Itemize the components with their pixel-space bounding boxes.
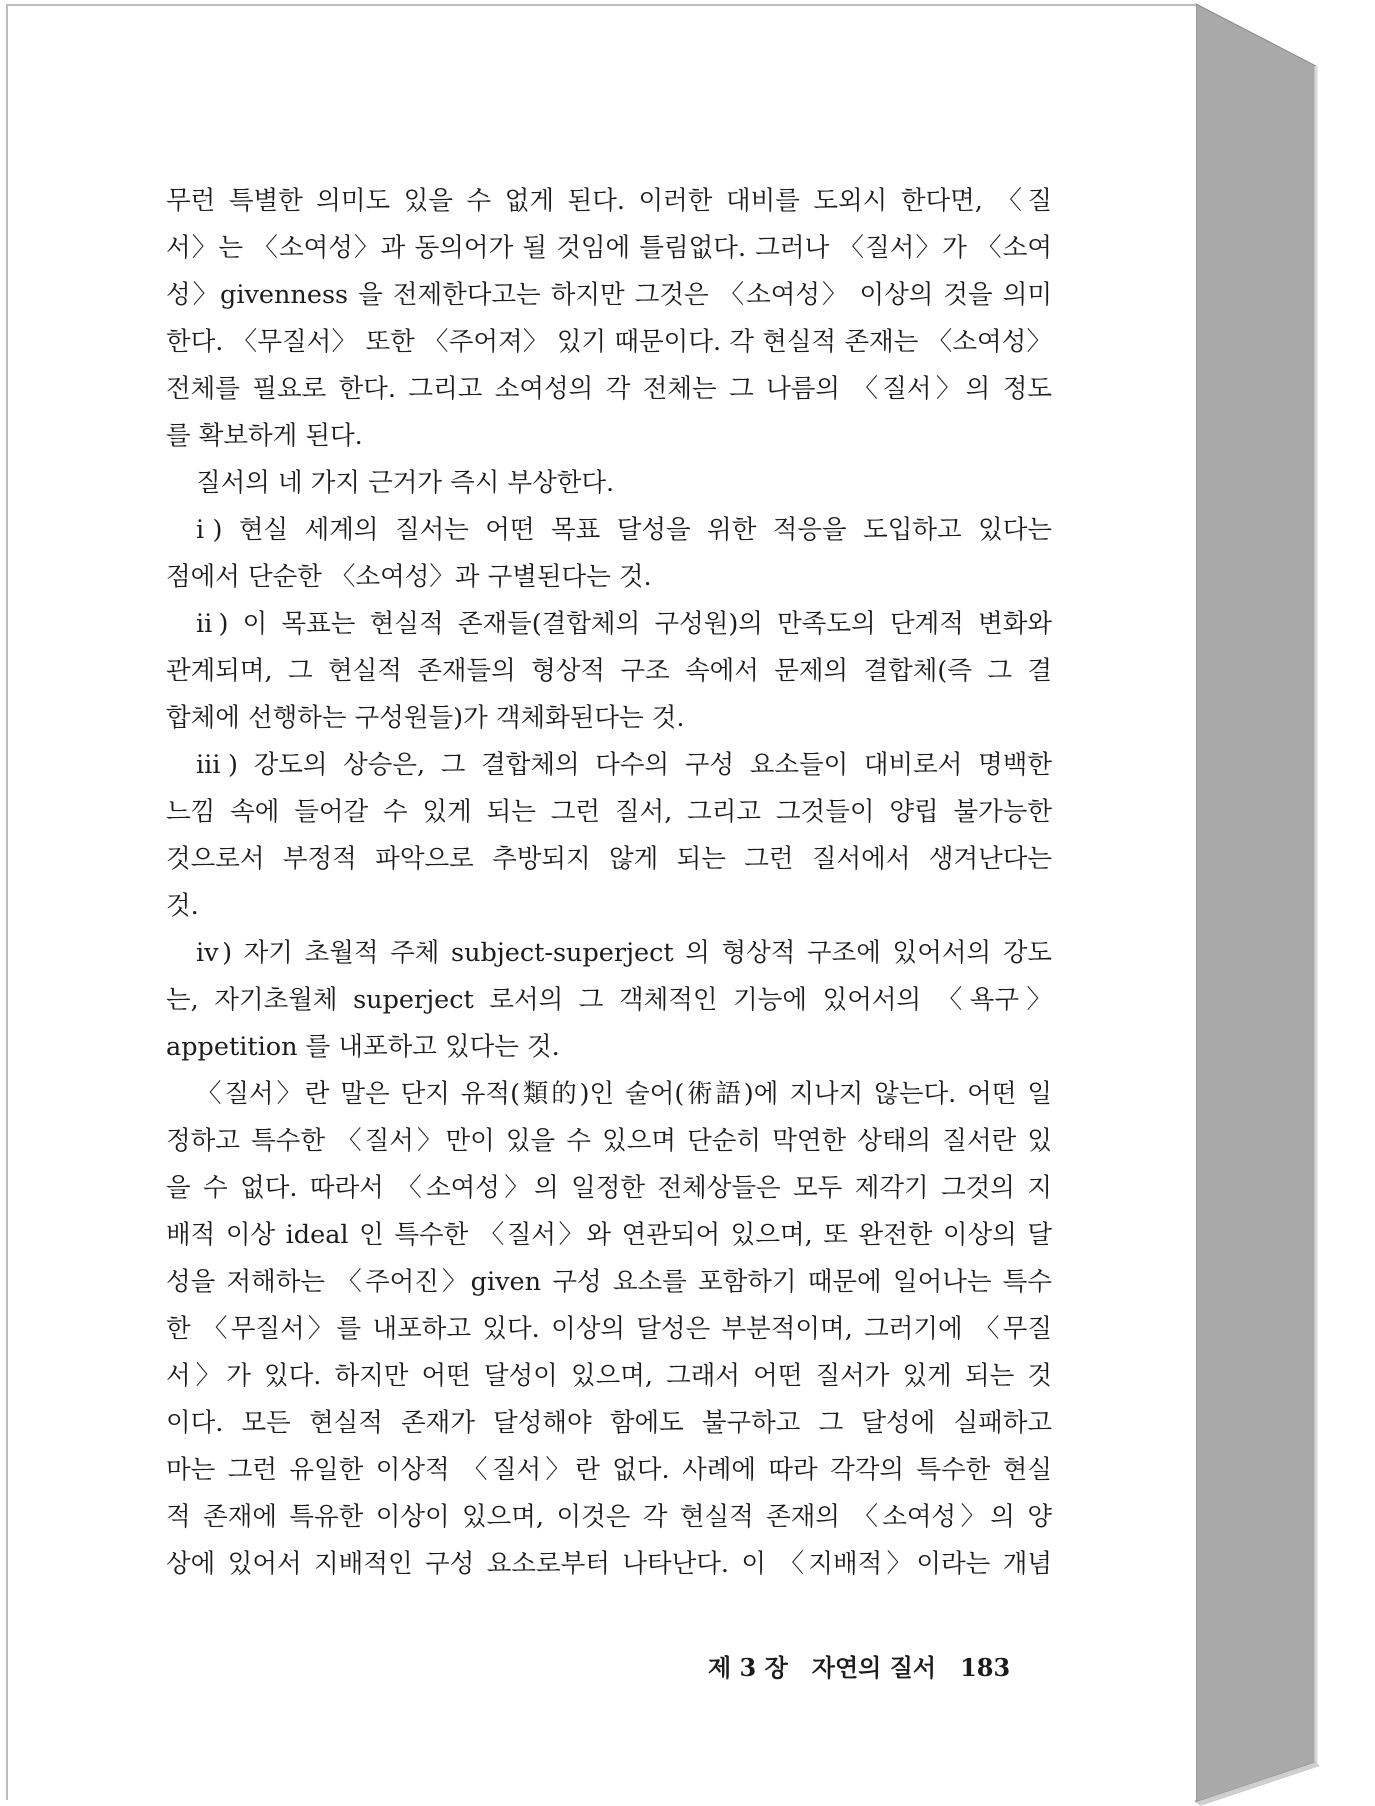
text-line: 것.: [166, 891, 199, 921]
text-line: 한 〈무질서〉를 내포하고 있다. 이상의 달성은 부분적이며, 그러기에 〈무질: [166, 1314, 1052, 1344]
book-page: [6, 4, 1196, 1800]
text-line: 마는 그런 유일한 이상적 〈질서〉란 없다. 사례에 따라 각각의 특수한 현실: [166, 1455, 1052, 1485]
text-line: 서〉는 〈소여성〉과 동의어가 될 것임에 틀림없다. 그러나 〈질서〉가 〈소여: [166, 233, 1052, 263]
list-item-line: ⅰ) 현실 세계의 질서는 어떤 목표 달성을 위한 적응을 도입하고 있다는: [196, 515, 1052, 545]
text-line: 전체를 필요로 한다. 그리고 소여성의 각 전체는 그 나름의 〈질서〉의 정도: [166, 374, 1052, 404]
text-line: 한다. 〈무질서〉 또한 〈주어져〉 있기 때문이다. 각 현실적 존재는 〈소여성〉: [166, 327, 1052, 357]
text-line: 〈질서〉란 말은 단지 유적(類的)인 술어(術語)에 지나지 않는다. 어떤 일: [196, 1079, 1052, 1109]
page-number: 183: [960, 1653, 1011, 1682]
text-line: 을 수 없다. 따라서 〈소여성〉의 일정한 전체상들은 모두 제각기 그것의 지: [166, 1173, 1052, 1203]
text-line: 성을 저해하는 〈주어진〉given 구성 요소를 포함하기 때문에 일어나는 특수: [166, 1267, 1052, 1297]
text-line: 이다. 모든 현실적 존재가 달성해야 함에도 불구하고 그 달성에 실패하고: [166, 1408, 1052, 1438]
text-line: 질서의 네 가지 근거가 즉시 부상한다.: [196, 468, 615, 498]
text-line: 적 존재에 특유한 이상이 있으며, 이것은 각 현실적 존재의 〈소여성〉의 양: [166, 1502, 1052, 1532]
text-line: appetition 를 내포하고 있다는 것.: [166, 1032, 560, 1062]
text-line: 관계되며, 그 현실적 존재들의 형상적 구조 속에서 문제의 결합체(즉 그 결: [166, 656, 1052, 686]
text-line: 정하고 특수한 〈질서〉만이 있을 수 있으며 단순히 막연한 상태의 질서란 있: [166, 1126, 1052, 1156]
list-item-line: ⅳ) 자기 초월적 주체 subject-superject 의 형상적 구조에 있어서의 강도: [196, 938, 1052, 968]
text-line: 느낌 속에 들어갈 수 있게 되는 그런 질서, 그리고 그것들이 양립 불가능한: [166, 797, 1052, 827]
text-line: 무런 특별한 의미도 있을 수 없게 된다. 이러한 대비를 도외시 한다면, 〈질: [166, 186, 1052, 216]
page-body-text: [166, 178, 1052, 1588]
text-line: 배적 이상 ideal 인 특수한 〈질서〉와 연관되어 있으며, 또 완전한 이상의 달: [166, 1220, 1052, 1250]
chapter-label: 제 3 장: [708, 1653, 788, 1682]
text-line: 것으로서 부정적 파악으로 추방되지 않게 되는 그런 질서에서 생겨난다는: [166, 844, 1052, 874]
text-line: 합체에 선행하는 구성원들)가 객체화된다는 것.: [166, 703, 685, 733]
text-line: 는, 자기초월체 superject 로서의 그 객체적인 기능에 있어서의 〈욕구〉: [166, 985, 1052, 1015]
text-line: 성〉givenness 을 전제한다고는 하지만 그것은 〈소여성〉 이상의 것을 의미: [166, 280, 1052, 310]
text-line: 를 확보하게 된다.: [166, 421, 363, 451]
page-footer: [708, 1648, 1034, 1683]
list-item-line: ⅲ) 강도의 상승은, 그 결합체의 다수의 구성 요소들이 대비로서 명백한: [196, 750, 1052, 780]
text-line: 점에서 단순한 〈소여성〉과 구별된다는 것.: [166, 562, 652, 592]
text-line: 상에 있어서 지배적인 구성 요소로부터 나타난다. 이 〈지배적〉이라는 개념: [166, 1549, 1052, 1579]
chapter-title: 자연의 질서: [811, 1653, 937, 1682]
list-item-line: ⅱ) 이 목표는 현실적 존재들(결합체의 구성원)의 만족도의 단계적 변화와: [196, 609, 1052, 639]
text-line: 서〉가 있다. 하지만 어떤 달성이 있으며, 그래서 어떤 질서가 있게 되는 것: [166, 1361, 1052, 1391]
